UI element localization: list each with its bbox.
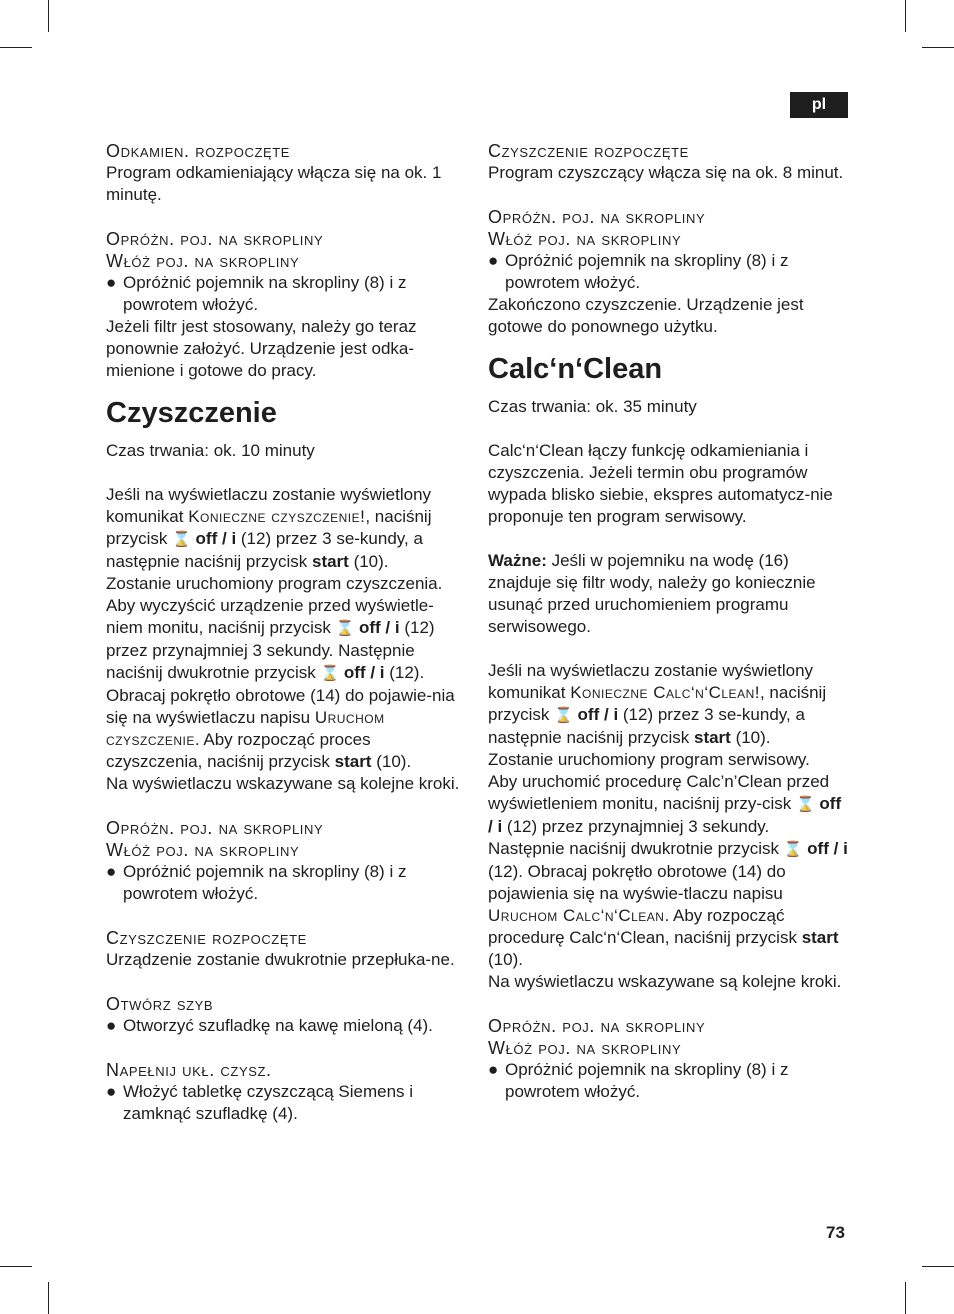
paragraph: Zostanie uruchomiony program czyszczenia. [106,574,443,593]
power-icon: ⌛ [783,841,803,858]
bullet-text: Opróżnić pojemnik na skropliny (8) i z powrotem włożyć. [505,1060,789,1101]
bullet-item [106,1015,466,1037]
duration-text: Czas trwania: ok. 10 minuty [106,441,315,460]
bullet-text: Włożyć tabletkę czyszczącą Siemens i zamknąć szufladkę (4). [123,1082,414,1123]
crop-mark [48,1282,49,1314]
bullet-icon: ● [106,1016,117,1035]
bullet-item [106,272,466,316]
paragraph: Calc‘n‘Clean łączy funkcję odkamieniania i czyszczenia. Jeżeli termin obu programów wypada blisko siebie, ekspres automatycz-nie proponuje ten program serwisowy. [488,441,833,526]
bullet-icon: ● [488,251,499,270]
display-message: Konieczne Calc‘n‘Clean! [570,683,760,702]
language-tab: pl [790,92,848,118]
bullet-icon: ● [106,1082,117,1101]
message-title: Opróżn. poj. na skropliny [488,1016,706,1036]
bullet-text: Opróżnić pojemnik na skropliny (8) i z powrotem włożyć. [123,273,407,314]
page-number: 73 [826,1223,845,1242]
message-title: Odkamien. rozpoczęte [106,141,291,161]
button-label-off: off / i [359,618,400,637]
message-title: Włóż poj. na skropliny [488,229,682,249]
paragraph: Na wyświetlaczu wskazywane są kolejne kroki. [488,972,842,991]
power-icon: ⌛ [335,620,355,637]
crop-mark [905,1282,906,1314]
button-label-off: off / i [577,705,619,724]
crop-mark [48,0,49,32]
bullet-text: Opróżnić pojemnik na skropliny (8) i z powrotem włożyć. [505,251,789,292]
paragraph: Aby wyczyścić urządzenie przed wyświetle-niem monitu, naciśnij przycisk ⌛ off / i (12) przez przynajmniej 3 sekundy. Następnie naciśnij dwukrotnie przycisk ⌛ off / i (12). Obracaj pokrętło obrotowe (14) do pojawie-nia się na wyświetlaczu napisu Uruchom czyszczenie. Aby rozpocząć proces czyszczenia, naciśnij przycisk start (10). [106,596,455,771]
info-icon: i [497,817,503,836]
info-icon: i [843,839,848,858]
crop-mark [0,47,32,48]
paragraph: Zakończono czyszczenie. Urządzenie jest gotowe do ponownego użytku. [488,295,804,336]
important-note: Ważne: Jeśli w pojemniku na wodę (16) znajduje się filtr wody, należy go koniecznie usunąć przed uruchomieniem programu serwisowego. [488,551,816,636]
message-title: Napełnij ukł. czysz. [106,1060,272,1080]
bullet-item [106,861,466,905]
left-column [106,140,466,1125]
info-icon: i [394,618,400,637]
bullet-item [488,250,850,294]
display-message: Uruchom czyszczenie [106,708,385,749]
paragraph: Aby uruchomić procedurę Calc’n’Clean przed wyświetleniem monitu, naciśnij przy-cisk ⌛ off / i (12) przez przynajmniej 3 sekundy. Następnie naciśnij dwukrotnie przycisk ⌛ off / i (12). Obracaj pokrętło obrotowe (14) do pojawienia się na wyświe-tlaczu napisu Uruchom Calc‘n‘Clean. Aby rozpocząć procedurę Calc‘n‘Clean, naciśnij przycisk start (10). [488,772,848,969]
message-title: Opróżn. poj. na skropliny [106,818,324,838]
info-icon: i [613,705,619,724]
power-icon: ⌛ [172,531,191,548]
message-title: Włóż poj. na skropliny [106,840,300,860]
paragraph: Jeśli na wyświetlaczu zostanie wyświetlony komunikat Konieczne czyszczenie!, naciśnij przycisk ⌛ off / i (12) przez 3 se-kundy, a następnie naciśnij przycisk start (10). [106,485,432,571]
button-label-off: off / i [488,794,842,836]
message-title: Włóż poj. na skropliny [106,251,300,271]
duration-text: Czas trwania: ok. 35 minuty [488,397,697,416]
crop-mark [905,0,906,32]
button-label-start: start [801,928,839,947]
message-title: Otwórz szyb [106,994,214,1014]
display-message: Konieczne czyszczenie! [188,507,366,526]
paragraph: Program odkamieniający włącza się na ok. 1 minutę. [106,163,442,204]
button-label-start: start [334,752,372,771]
power-icon: ⌛ [320,665,340,682]
message-title: Czyszczenie rozpoczęte [106,928,307,948]
crop-mark [922,47,954,48]
bullet-icon: ● [106,862,117,881]
info-icon: i [379,663,385,682]
crop-mark [0,1266,32,1267]
paragraph: Jeśli na wyświetlaczu zostanie wyświetlony komunikat Konieczne Calc‘n‘Clean!, naciśnij przycisk ⌛ off / i (12) przez 3 se-kundy, a następnie naciśnij przycisk start (10). [488,661,827,747]
paragraph: Zostanie uruchomiony program serwisowy. [488,750,810,769]
paragraph: Na wyświetlaczu wskazywane są kolejne kroki. [106,774,460,793]
crop-mark [922,1266,954,1267]
info-icon: i [231,529,237,548]
bullet-icon: ● [106,273,117,292]
paragraph: Urządzenie zostanie dwukrotnie przepłuka-ne. [106,950,455,969]
bullet-text: Otworzyć szufladkę na kawę mieloną (4). [123,1016,433,1035]
section-heading: Calc‘n‘Clean [488,353,663,385]
important-label: Ważne: [488,551,547,570]
button-label-off: off / i [195,529,237,548]
bullet-icon: ● [488,1060,499,1079]
bullet-item [488,1059,850,1103]
button-label-off: off / i [343,663,385,682]
power-icon: ⌛ [554,707,573,724]
message-title: Opróżn. poj. na skropliny [488,207,706,227]
bullet-text: Opróżnić pojemnik na skropliny (8) i z powrotem włożyć. [123,862,407,903]
button-label-start: start [311,552,349,571]
paragraph: Jeżeli filtr jest stosowany, należy go teraz ponownie założyć. Urządzenie jest odka-mienione i gotowe do pracy. [106,317,417,380]
message-title: Włóż poj. na skropliny [488,1038,682,1058]
message-title: Opróżn. poj. na skropliny [106,229,324,249]
right-column [488,140,850,1103]
bullet-item [106,1081,466,1125]
message-title: Czyszczenie rozpoczęte [488,141,689,161]
paragraph: Program czyszczący włącza się na ok. 8 minut. [488,163,844,182]
button-label-off: off / i [807,839,848,858]
button-label-start: start [693,728,731,747]
section-heading: Czyszczenie [106,397,277,429]
power-icon: ⌛ [795,796,815,813]
display-message: Uruchom Calc‘n‘Clean [488,906,665,925]
